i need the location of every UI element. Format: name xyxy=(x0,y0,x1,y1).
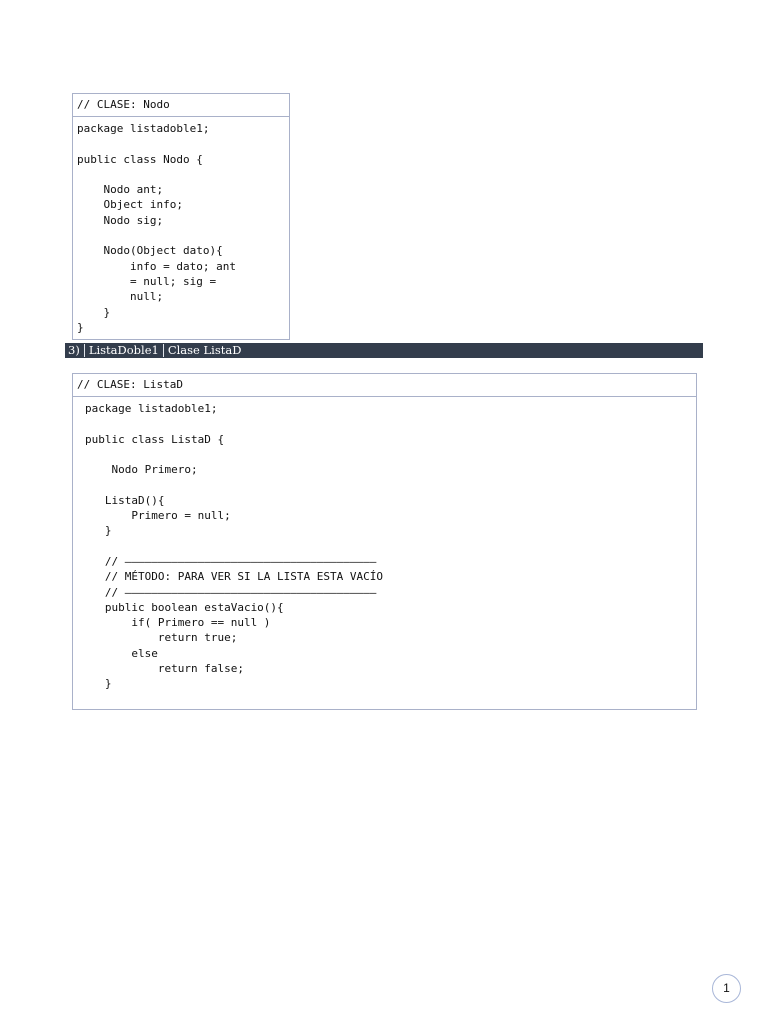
code-block-nodo xyxy=(72,93,290,340)
breadcrumb-divider xyxy=(163,344,164,357)
code-block-body: package listadoble1; public class Nodo { Nodo ant; Object info; Nodo sig; Nodo(Object dato){ info = dato; ant = null; sig = null; } } xyxy=(77,122,236,334)
page-number: 1 xyxy=(712,974,741,1003)
breadcrumb-divider xyxy=(84,344,85,357)
code-block-body: package listadoble1; public class ListaD { Nodo Primero; ListaD(){ Primero = null; } // —————————————————————————————————————— // MÉTODO: PARA VER SI LA LISTA ESTA VACÍO // —————————————————————————————————————— public boolean estaVacio(){ if( Primero == null ) return true; else return false; } xyxy=(85,402,384,691)
breadcrumb-package: ListaDoble1 xyxy=(88,343,159,357)
section-breadcrumb-bar xyxy=(65,343,703,358)
section-number: 3) xyxy=(68,343,80,357)
code-block-header: // CLASE: Nodo xyxy=(73,94,289,117)
code-block-header: // CLASE: ListaD xyxy=(73,374,696,397)
breadcrumb-class: Clase ListaD xyxy=(167,343,242,357)
code-block-listad xyxy=(72,373,697,710)
